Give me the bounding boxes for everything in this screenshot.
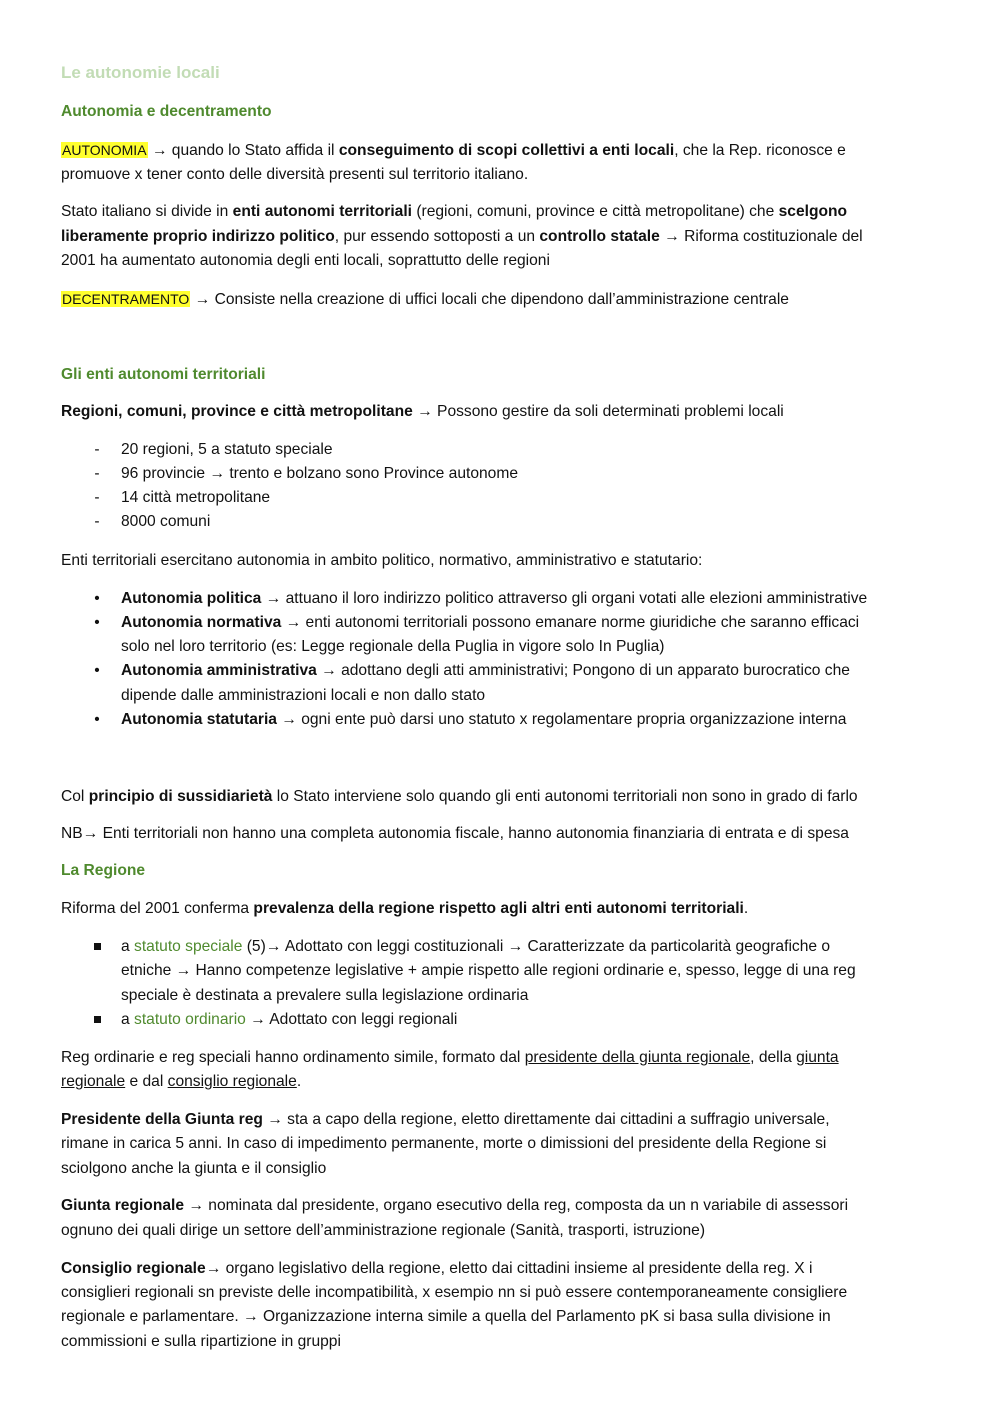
paragraph-presidente-line-2: rimane in carica 5 anni. In caso di impedimento permanente, morte o dimissioni del presidente della Regione si: [61, 1135, 827, 1152]
paragraph-stato-line-2: liberamente proprio indirizzo politico, pur essendo sottoposti a un controllo statale → Riforma costituzionale del: [61, 228, 863, 245]
paragraph-riforma: Riforma del 2001 conferma prevalenza della regione rispetto agli altri enti autonomi territoriali.: [61, 900, 749, 917]
paragraph-stato-line-3: 2001 ha aumentato autonomia degli enti locali, soprattutto delle regioni: [61, 252, 550, 269]
paragraph-consiglio-line-3: regionale e parlamentare. → Organizzazione interna simile a quella del Parlamento pK si basa sulla divisione in: [61, 1308, 831, 1325]
list-item: • Autonomia normativa → enti autonomi territoriali possono emanare norme giuridiche che saranno efficaci: [94, 614, 860, 631]
list-item-continuation: speciale è destinata a prevalere sulla legislazione ordinaria: [121, 987, 529, 1004]
list-item: • Autonomia amministrativa → adottano degli atti amministrativi; Pongono di un apparato burocratico che: [94, 662, 850, 679]
list-item-continuation: dipende dalle amministrazioni locali e non dallo stato: [121, 687, 486, 704]
highlight-decentramento: DECENTRAMENTO: [62, 291, 190, 307]
paragraph-giunta-line-2: ognuno dei quali dirige un settore dell’amministrazione regionale (Sanità, trasporti, istruzione): [61, 1222, 706, 1239]
paragraph-stato-line-1: Stato italiano si divide in enti autonomi territoriali (regioni, comuni, province e città metropolitane) che scelgono: [61, 203, 848, 220]
paragraph-autonomia-line-2: promuove x tener conto delle diversità presenti sul territorio italiano.: [61, 166, 529, 183]
paragraph-ordinamento-line-1: Reg ordinarie e reg speciali hanno ordinamento simile, formato dal presidente della giunta regionale, della giunta: [61, 1049, 839, 1066]
paragraph-sussidiarieta: Col principio di sussidiarietà lo Stato interviene solo quando gli enti autonomi territoriali non sono in grado di farlo: [61, 788, 858, 805]
paragraph-esercitano: Enti territoriali esercitano autonomia in ambito politico, normativo, amministrativo e statutario:: [61, 552, 703, 569]
paragraph-presidente-line-1: Presidente della Giunta reg → sta a capo della regione, eletto direttamente dai cittadini a suffragio universale,: [61, 1111, 830, 1128]
paragraph-consiglio-line-4: commissioni e sulla ripartizione in gruppi: [61, 1333, 341, 1350]
paragraph-enti: Regioni, comuni, province e città metropolitane → Possono gestire da soli determinati problemi locali: [61, 403, 784, 420]
list-item: - 20 regioni, 5 a statuto speciale: [94, 441, 333, 458]
highlight-autonomia: AUTONOMIA: [62, 142, 147, 158]
list-item-continuation: etniche → Hanno competenze legislative + ampie rispetto alle regioni ordinarie e, spesso, legge di una reg: [121, 962, 856, 979]
list-item-continuation: solo nel loro territorio (es: Legge regionale della Puglia in vigore solo In Puglia): [121, 638, 665, 655]
list-item: - 14 città metropolitane: [94, 489, 271, 506]
heading-enti-autonomi: Gli enti autonomi territoriali: [61, 366, 266, 383]
paragraph-consiglio-line-1: Consiglio regionale→ organo legislativo della regione, eletto dai cittadini insieme al presidente della reg. X i: [61, 1260, 813, 1277]
list-item: • Autonomia statutaria → ogni ente può darsi uno statuto x regolamentare propria organizzazione interna: [94, 711, 847, 728]
list-item: a statuto ordinario → Adottato con leggi regionali: [121, 1010, 457, 1030]
paragraph-autonomia-line-1: AUTONOMIA → quando lo Stato affida il conseguimento di scopi collettivi a enti locali, che la Rep. riconosce e: [62, 142, 846, 159]
paragraph-ordinamento-line-2: regionale e dal consiglio regionale.: [61, 1073, 302, 1090]
paragraph-giunta-line-1: Giunta regionale → nominata dal presidente, organo esecutivo della reg, composta da un n variabile di assessori: [61, 1197, 849, 1214]
paragraph-nb: NB→ Enti territoriali non hanno una completa autonomia fiscale, hanno autonomia finanziaria di entrata e di spesa: [61, 825, 849, 842]
paragraph-consiglio-line-2: consiglieri regionali sn previste delle incompatibilità, x esempio nn si può essere contemporaneamente consigliere: [61, 1284, 848, 1301]
list-item: - 96 provincie → trento e bolzano sono Province autonome: [94, 465, 519, 482]
list-item: a statuto speciale (5)→ Adottato con leggi costituzionali → Caratterizzate da particolarità geografiche o: [121, 937, 830, 957]
document-title: Le autonomie locali: [61, 63, 220, 82]
heading-autonomia-decentramento: Autonomia e decentramento: [61, 103, 272, 120]
paragraph-decentramento: DECENTRAMENTO → Consiste nella creazione di uffici locali che dipendono dall’amministrazione centrale: [62, 291, 789, 308]
list-item: - 8000 comuni: [94, 513, 211, 530]
list-item: • Autonomia politica → attuano il loro indirizzo politico attraverso gli organi votati alle elezioni amministrative: [94, 590, 868, 607]
heading-la-regione: La Regione: [61, 862, 146, 879]
paragraph-presidente-line-3: sciolgono anche la giunta e il consiglio: [61, 1160, 327, 1177]
